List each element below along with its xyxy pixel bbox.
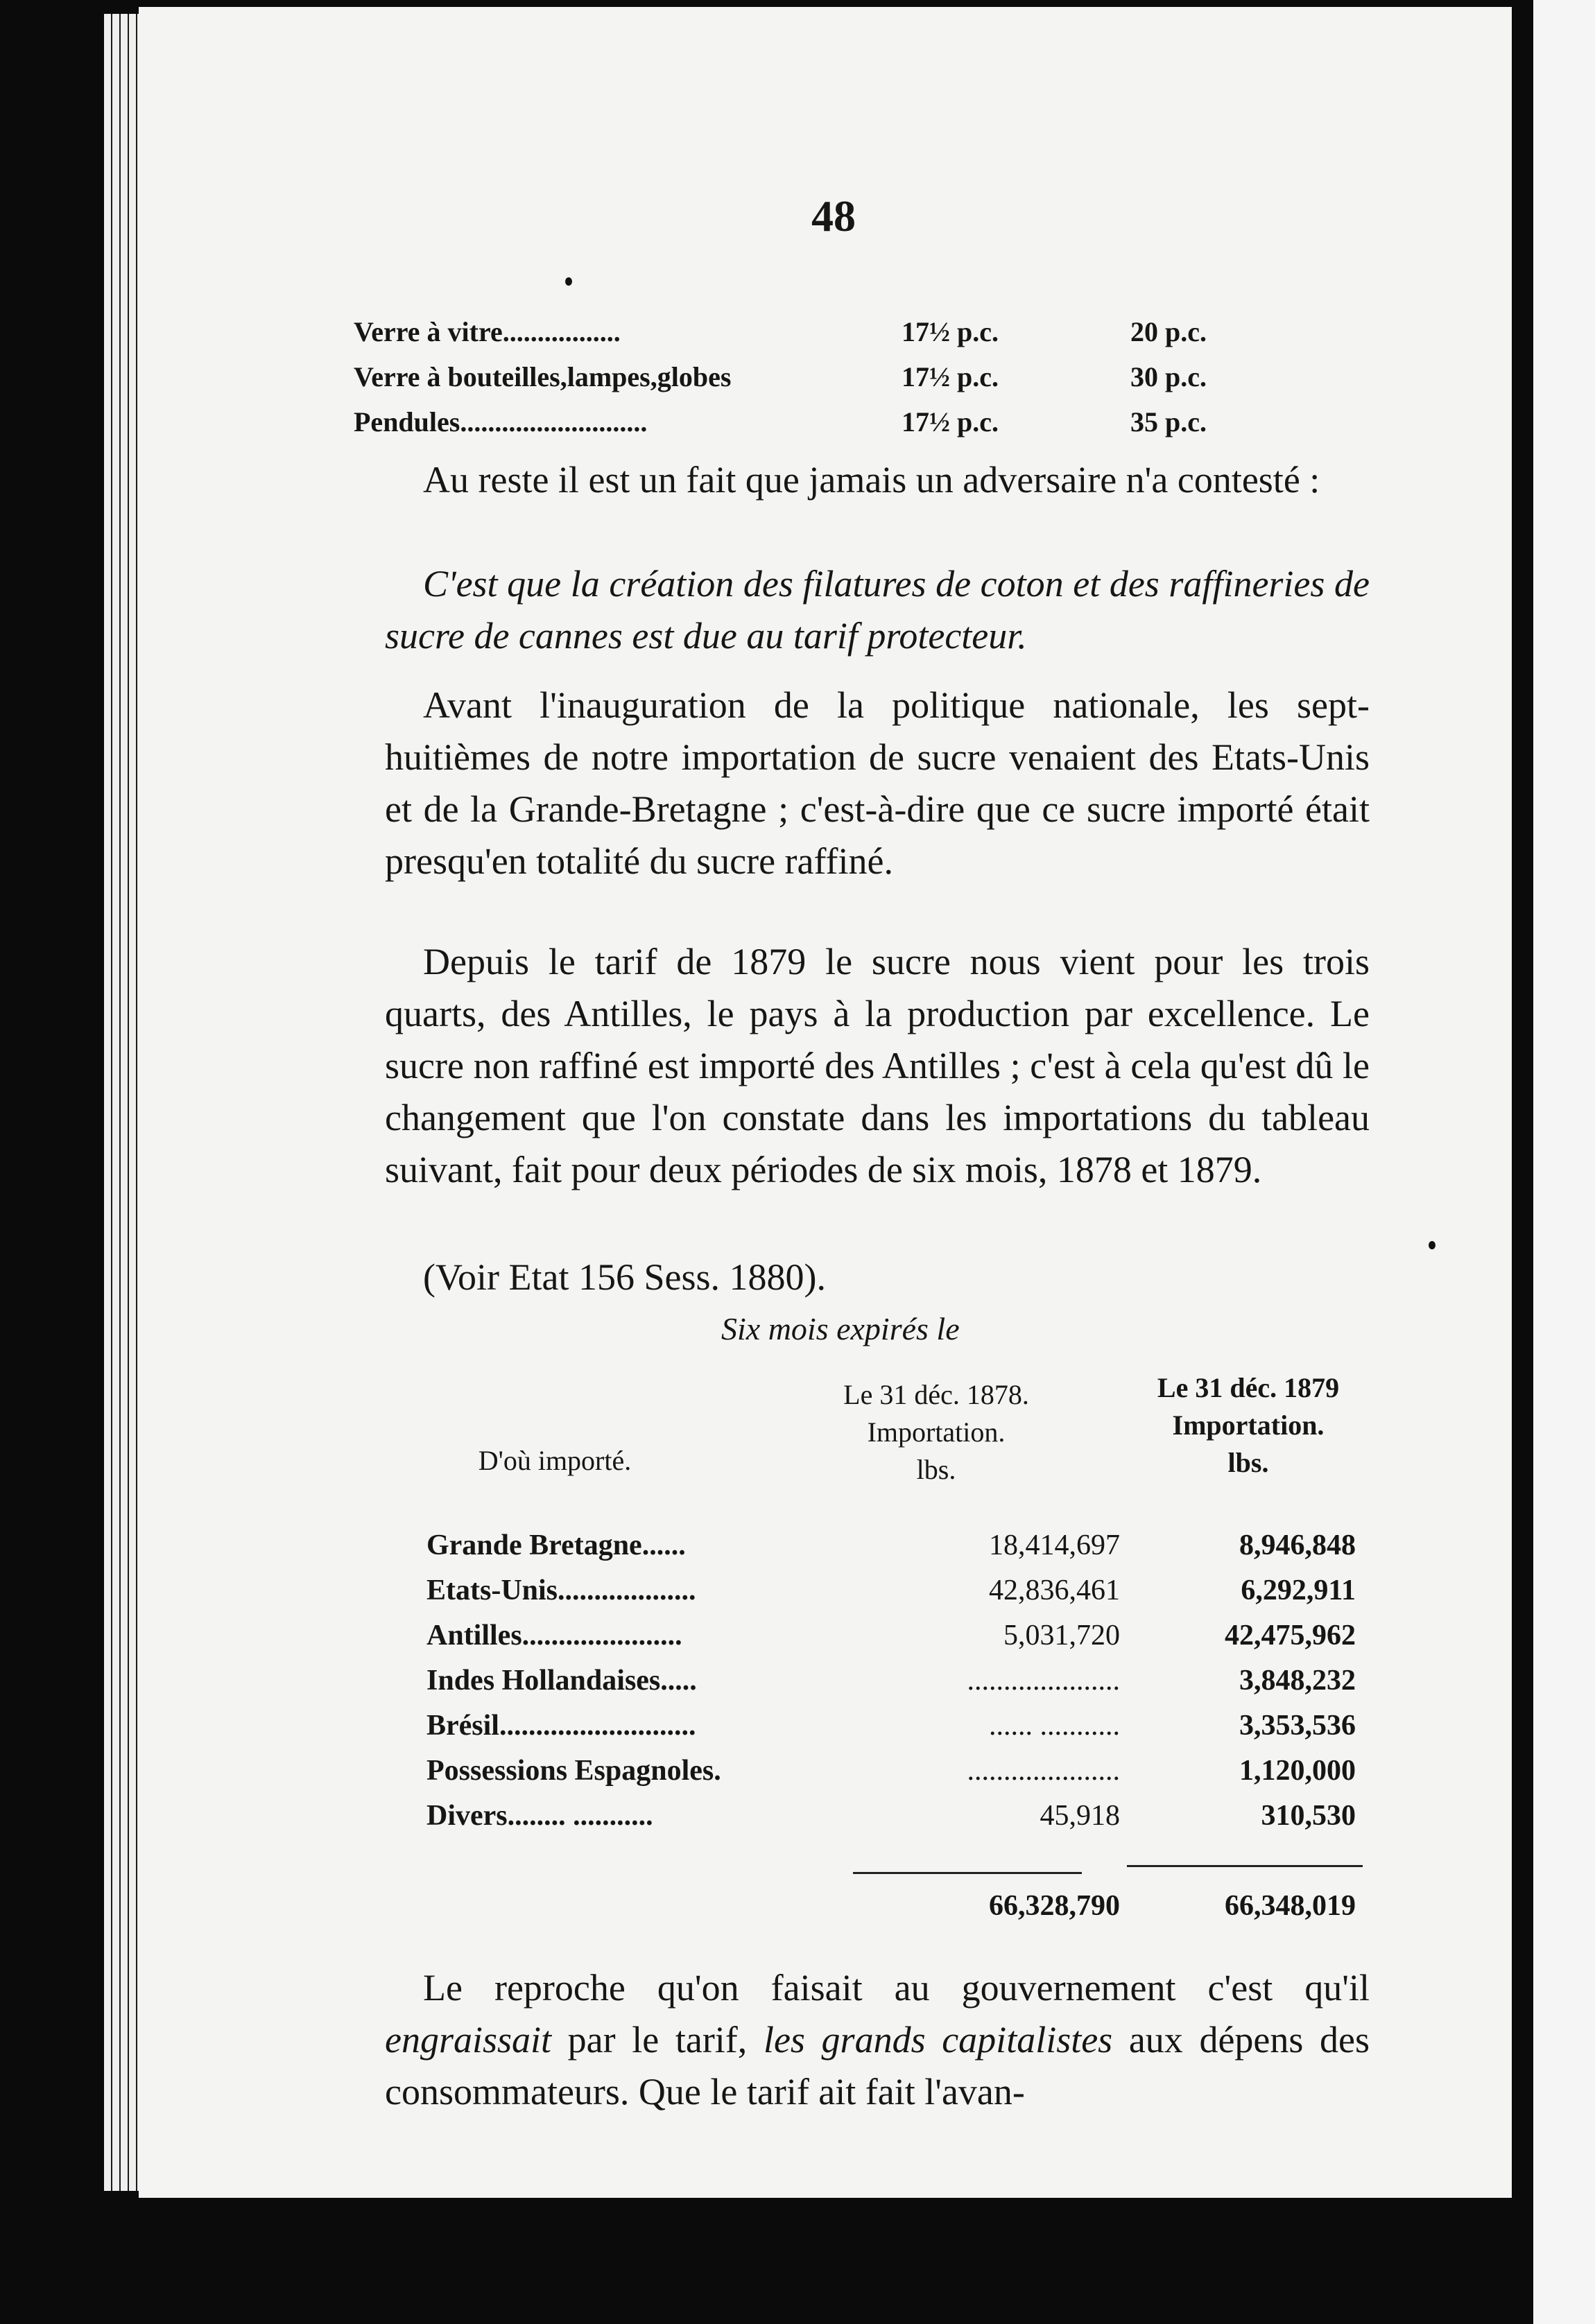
tariff-new-rate: 30 p.c.: [1130, 361, 1207, 392]
value-1878-cell: .....................: [967, 1755, 1120, 1787]
table-row: [426, 1709, 1397, 1752]
table-totals-row: [426, 1889, 1397, 1932]
total-1878-cell: 66,328,790: [989, 1890, 1120, 1922]
column-header-1878: [791, 1376, 1082, 1489]
value-1879-cell: 8,946,848: [1239, 1529, 1356, 1561]
value-1878-cell: 45,918: [1040, 1800, 1120, 1832]
ink-dot: [565, 277, 572, 286]
table-row: [426, 1574, 1397, 1617]
column-header-1879-date: Le 31 déc. 1879: [1157, 1372, 1340, 1403]
value-1878-cell: ...... ...........: [989, 1710, 1120, 1742]
table-row: [426, 1754, 1397, 1797]
paragraph-reproach: [385, 1962, 1370, 2118]
origin-cell: Possessions Espagnoles.: [426, 1755, 721, 1787]
column-header-1879-unit: lbs.: [1227, 1447, 1269, 1478]
tariff-new-rate: 35 p.c.: [1130, 406, 1207, 437]
total-1879-cell: 66,348,019: [1225, 1890, 1356, 1922]
origin-cell: Grande Bretagne......: [426, 1529, 686, 1561]
reproach-italic-engraissait: engraissait: [385, 2019, 552, 2061]
table-row: [426, 1619, 1397, 1662]
total-rule-1878: [853, 1872, 1082, 1874]
paragraph-reference: (Voir Etat 156 Sess. 1880).: [423, 1256, 826, 1298]
tariff-new-rate: 20 p.c.: [1130, 316, 1207, 347]
column-header-1878-unit: lbs.: [916, 1454, 956, 1485]
value-1879-cell: 6,292,911: [1241, 1575, 1356, 1606]
origin-cell: Indes Hollandaises.....: [426, 1665, 697, 1697]
value-1879-cell: 3,353,536: [1239, 1710, 1356, 1742]
value-1879-cell: 1,120,000: [1239, 1755, 1356, 1787]
value-1878-cell: .....................: [967, 1665, 1120, 1697]
reproach-text-mid: par le tarif,: [551, 2019, 764, 2061]
facing-page-edge: [1522, 0, 1595, 2324]
column-header-1878-sub: Importation.: [867, 1416, 1006, 1448]
tariff-item: Verre à vitre.................: [354, 316, 621, 347]
tariff-item: Pendules...........................: [354, 406, 648, 437]
table-caption: Six mois expirés le: [721, 1311, 960, 1346]
value-1878-cell: 5,031,720: [1003, 1620, 1120, 1651]
total-rule-1879: [1127, 1865, 1363, 1867]
paragraph-tariff-1879: Depuis le tarif de 1879 le sucre nous vient pour les trois quarts, des Antilles, le pays à la production par excellence. Le sucre non raffiné est importé des Antilles ; c'est à cela qu'est dû le changement que l'on constate dans les importations du tableau suivant, fait pour deux périodes de six mois, 1878 et 1879.: [385, 941, 1370, 1190]
paragraph-contested: Au reste il est un fait que jamais un adversaire n'a contesté :: [423, 459, 1320, 501]
value-1878-cell: 18,414,697: [989, 1529, 1120, 1561]
table-row: [426, 1799, 1397, 1842]
tariff-item: Verre à bouteilles,lampes,globes: [354, 361, 732, 392]
reproach-italic-capitalistes: les grands capitalistes: [763, 2019, 1113, 2061]
value-1879-cell: 42,475,962: [1225, 1620, 1356, 1651]
page-number: 48: [811, 191, 856, 241]
tariff-old-rate: 17½ p.c.: [902, 361, 999, 392]
reproach-text-end: aux dépens des consommateurs. Que le tarif ait fait l'avan-: [385, 2019, 1370, 2113]
origin-cell: Brésil...........................: [426, 1710, 696, 1742]
column-header-1878-date: Le 31 déc. 1878.: [843, 1379, 1029, 1410]
column-header-1879: [1103, 1369, 1394, 1482]
reproach-text-start: Le reproche qu'on faisait au gouvernement c'est qu'il: [423, 1967, 1370, 2009]
column-header-origin: D'où importé.: [478, 1445, 632, 1476]
paragraph-protective-tariff: C'est que la création des filatures de coton et des raffineries de sucre de cannes est due au tarif protecteur.: [385, 563, 1370, 657]
value-1879-cell: 310,530: [1261, 1800, 1356, 1832]
column-header-1879-sub: Importation.: [1172, 1410, 1325, 1441]
value-1879-cell: 3,848,232: [1239, 1665, 1356, 1697]
origin-cell: Etats-Unis...................: [426, 1575, 696, 1606]
ink-dot: [1429, 1241, 1436, 1249]
tariff-old-rate: 17½ p.c.: [902, 316, 999, 347]
origin-cell: Divers........ ...........: [426, 1800, 653, 1832]
tariff-old-rate: 17½ p.c.: [902, 406, 999, 437]
table-row: [426, 1529, 1397, 1572]
origin-cell: Antilles......................: [426, 1620, 682, 1651]
paragraph-national-policy: Avant l'inauguration de la politique nationale, les sept-huitièmes de notre importation de sucre venaient des Etats-Unis et de la Grande-Bretagne ; c'est-à-dire que ce sucre importé était presqu'en totalité du sucre raffiné.: [385, 684, 1370, 882]
value-1878-cell: 42,836,461: [989, 1575, 1120, 1606]
table-row: [426, 1664, 1397, 1707]
